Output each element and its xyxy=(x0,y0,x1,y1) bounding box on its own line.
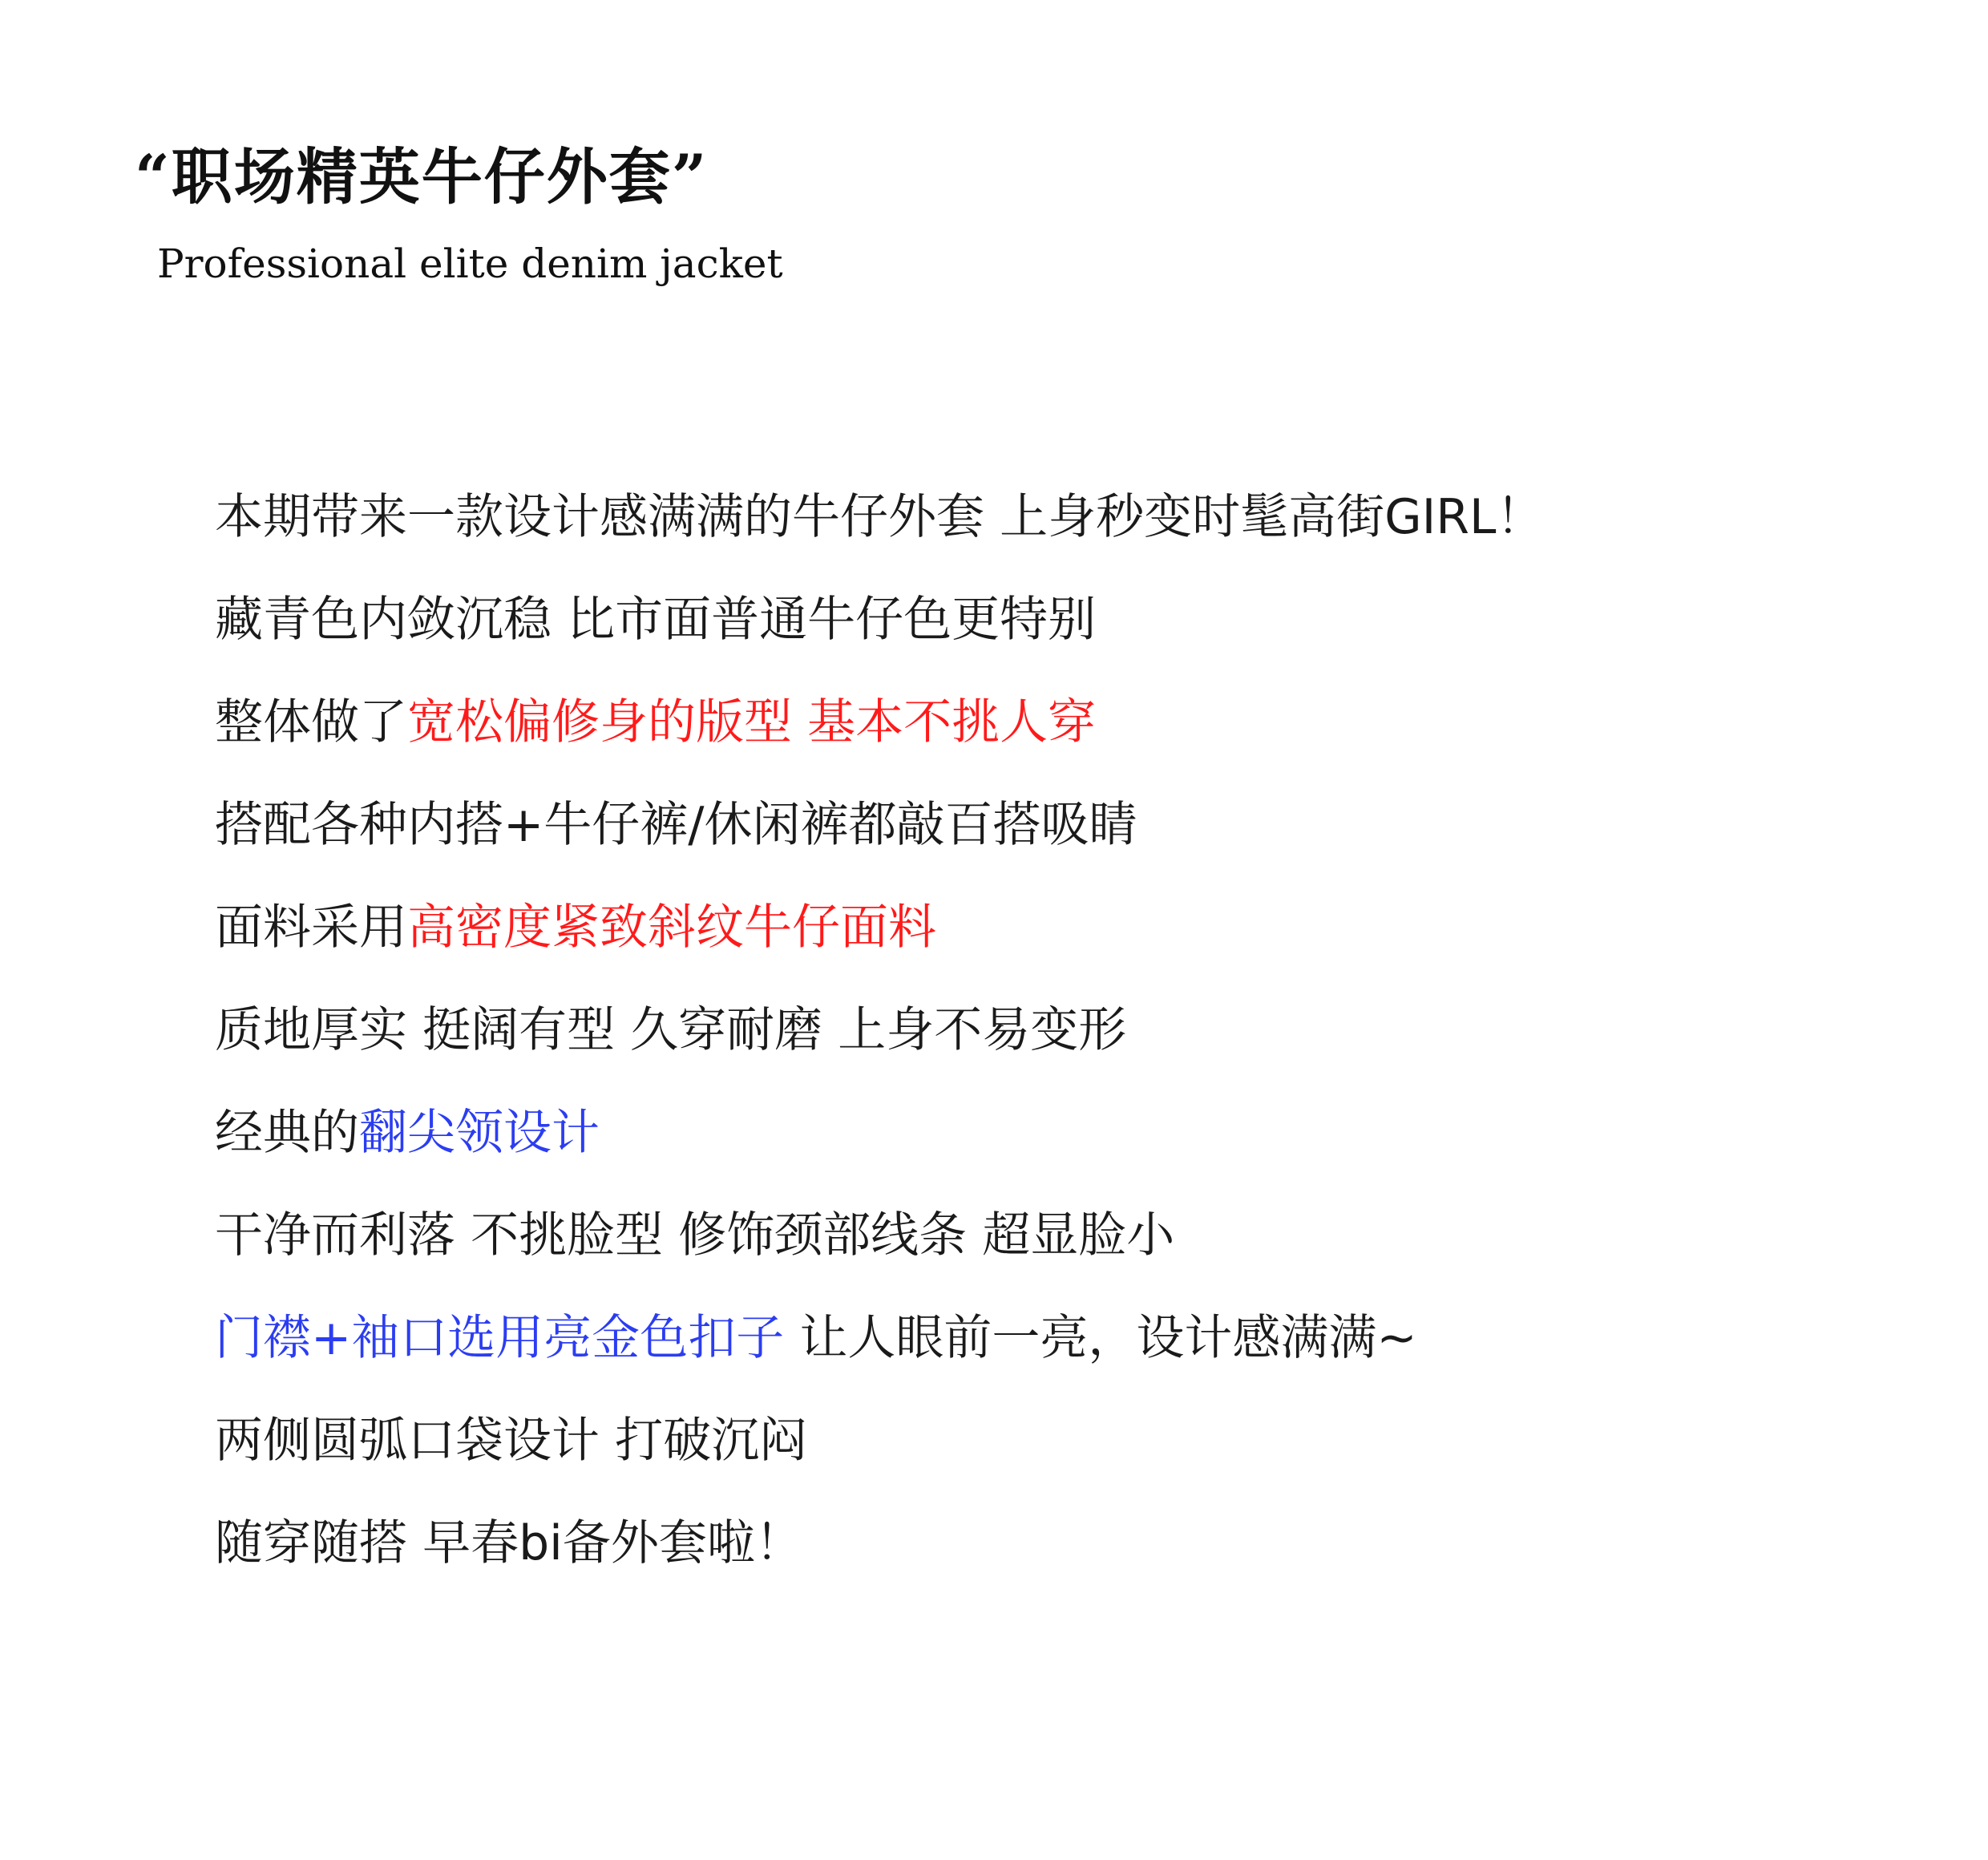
highlight-red-text: 高密度紧致斜纹牛仔面料 xyxy=(407,900,936,956)
copy-text: 干净而利落 不挑脸型 修饰颈部线条 超显脸小 xyxy=(215,1207,1175,1264)
page-subtitle: Professional elite denim jacket xyxy=(157,241,783,287)
copy-text: 藏青色内敛沉稳 比市面普通牛仔色更特别 xyxy=(215,592,1097,648)
highlight-blue-text: 翻尖领设计 xyxy=(359,1105,600,1161)
copy-text: 随穿随搭 早春bi备外套啦！ xyxy=(215,1515,803,1571)
copy-text: 整体做了 xyxy=(215,694,407,750)
highlight-red-text: 宽松偏修身的版型 基本不挑人穿 xyxy=(407,694,1097,750)
copy-text: 搭配各种内搭+牛仔裤/休闲裤都敲百搭吸睛 xyxy=(215,797,1137,853)
copy-line-10 xyxy=(215,1403,1898,1506)
copy-line-11 xyxy=(215,1506,1898,1608)
copy-line-4 xyxy=(215,787,1898,890)
copy-text: 让人眼前一亮，设计感满满~ xyxy=(784,1310,1417,1366)
copy-text: 两侧圆弧口袋设计 打破沉闷 xyxy=(215,1413,808,1469)
page-title: “职场精英牛仔外套” xyxy=(135,141,709,212)
copy-line-9 xyxy=(215,1300,1898,1403)
copy-line-6 xyxy=(215,993,1898,1095)
copy-text: 面料采用 xyxy=(215,900,407,956)
copy-line-2 xyxy=(215,582,1898,685)
copy-text: 质地厚实 挺阔有型 久穿耐磨 上身不易变形 xyxy=(215,1002,1127,1058)
copy-text: 经典的 xyxy=(215,1105,359,1161)
description-copy xyxy=(215,479,1898,1608)
copy-line-5 xyxy=(215,890,1898,993)
copy-line-3 xyxy=(215,685,1898,787)
copy-line-8 xyxy=(215,1198,1898,1300)
highlight-blue-text: 门襟+袖口选用亮金色扣子 xyxy=(215,1310,785,1366)
copy-line-1 xyxy=(215,479,1898,582)
copy-text: 本期带来一款设计感满满的牛仔外套 上身秒变时髦高街GIRL！ xyxy=(215,489,1545,545)
copy-line-7 xyxy=(215,1095,1898,1198)
